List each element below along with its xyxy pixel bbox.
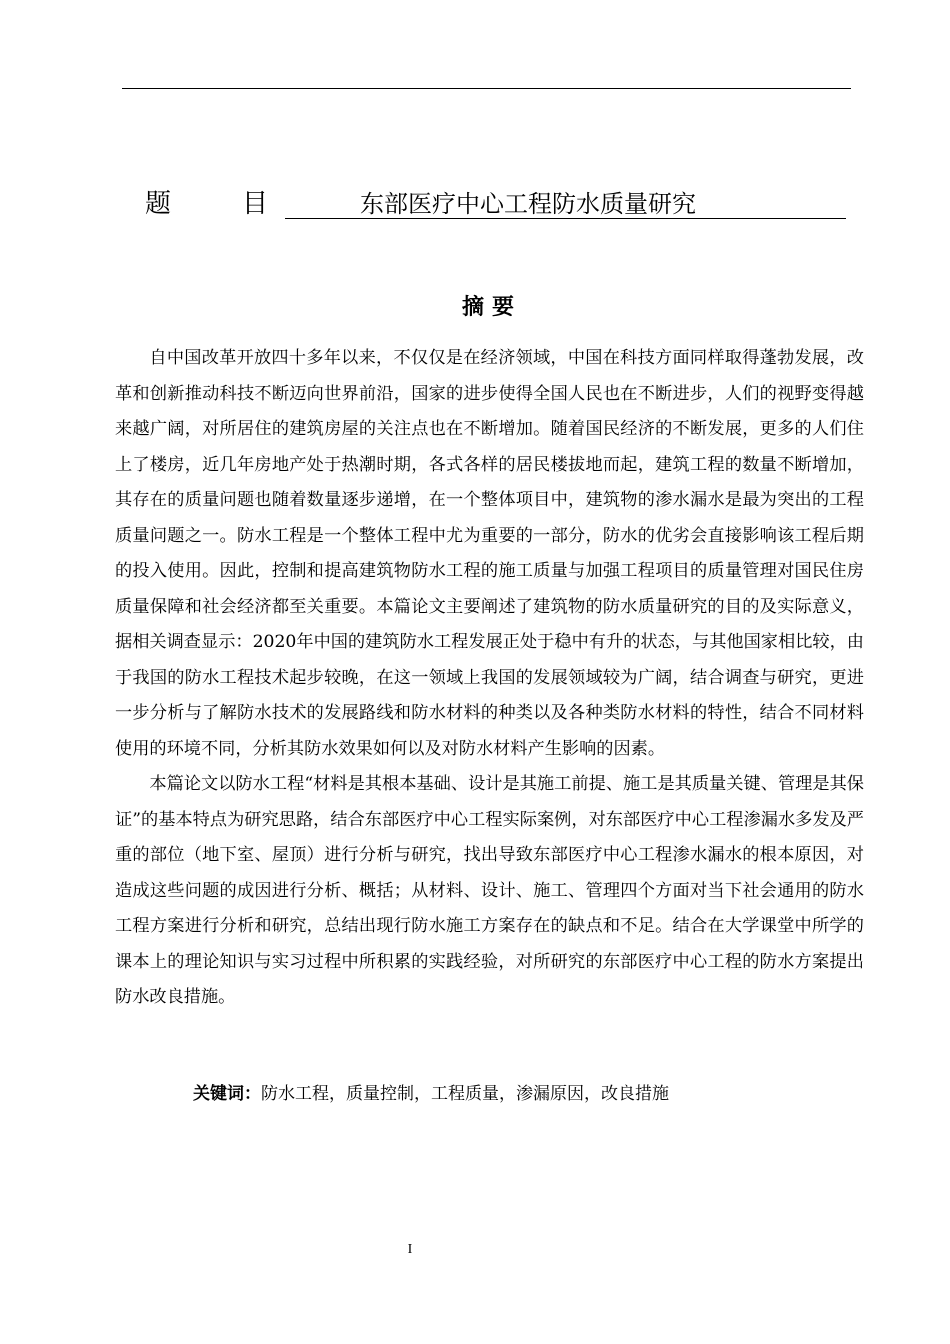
- abstract-heading: 摘要: [461, 295, 522, 320]
- title-label-char-1: 题: [145, 189, 172, 219]
- abstract-paragraph-1: 自中国改革开放四十多年以来，不仅仅是在经济领域，中国在科技方面同样取得蓬勃发展，改革和创新推动科技不断迈向世界前沿，国家的进步使得全国人民也在不断进步，人们的视野变得越来越广阔，对所居住的建筑房屋的关注点也在不断增加。随着国民经济的不断发展，更多的人们住上了楼房，近几年房地产处于热潮时期，各式各样的居民楼拔地而起，建筑工程的数量不断增加，其存在的质量问题也随着数量逐步递增，在一个整体项目中，建筑物的渗水漏水是最为突出的工程质量问题之一。防水工程是一个整体工程中尤为重要的一部分，防水的优劣会直接影响该工程后期的投入使用。因此，控制和提高建筑物防水工程的施工质量与加强工程项目的质量管理对国民住房质量保障和社会经济都至关重要。本篇论文主要阐述了建筑物的防水质量研究的目的及实际意义，据相关调查显示：2020年中国的建筑防水工程发展正处于稳中有升的状态，与其他国家相比较，由于我国的防水工程技术起步较晚，在这一领域上我国的发展领域较为广阔，结合调查与研究，更进一步分析与了解防水技术的发展路线和防水材料的种类以及各种类防水材料的特性，结合不同材料使用的环境不同，分析其防水效果如何以及对防水材料产生影响的因素。: [115, 348, 864, 759]
- keywords-label: 关键词：: [193, 1084, 261, 1104]
- keywords-line: [193, 1079, 669, 1109]
- header-rule: [122, 88, 851, 89]
- title-underline: [285, 186, 846, 219]
- page-number: I: [407, 1242, 413, 1257]
- abstract-paragraph-2: 本篇论文以防水工程“材料是其根本基础、设计是其施工前提、施工是其质量关键、管理是其保证”的基本特点为研究思路，结合东部医疗中心工程实际案例，对东部医疗中心工程渗漏水多发及严重的部位（地下室、屋顶）进行分析与研究，找出导致东部医疗中心工程渗水漏水的根本原因，对造成这些问题的成因进行分析、概括；从材料、设计、施工、管理四个方面对当下社会通用的防水工程方案进行分析和研究，总结出现行防水施工方案存在的缺点和不足。结合在大学课堂中所学的课本上的理论知识与实习过程中所积累的实践经验，对所研究的东部医疗中心工程的防水方案提出防水改良措施。: [115, 774, 864, 1007]
- title-label-char-2: 目: [242, 189, 269, 219]
- keywords-value: 防水工程，质量控制，工程质量，渗漏原因，改良措施: [261, 1084, 669, 1104]
- thesis-title: 东部医疗中心工程防水质量研究: [360, 190, 696, 218]
- title-row: [0, 186, 950, 226]
- abstract-body: [115, 341, 864, 1016]
